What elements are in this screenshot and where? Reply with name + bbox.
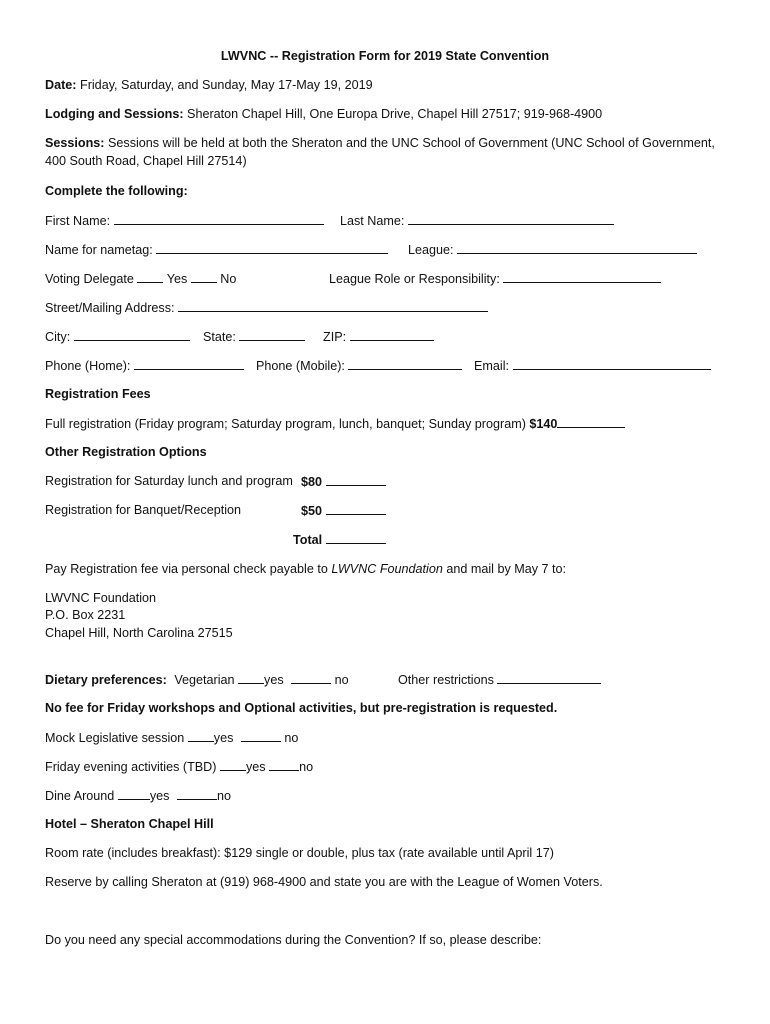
first-name-field[interactable] (45, 212, 324, 229)
nametag-label: Name for nametag: (45, 243, 153, 257)
nametag-input[interactable] (156, 241, 388, 254)
activity-yes-blank[interactable] (188, 729, 214, 742)
first-name-input[interactable] (114, 212, 324, 225)
email-field[interactable] (474, 357, 711, 374)
saturday-option-text: Registration for Saturday lunch and program (45, 474, 293, 488)
city-label: City: (45, 330, 71, 344)
lodging-value: Sheraton Chapel Hill, One Europa Drive, Chapel Hill 27517; 919-968-4900 (183, 107, 603, 121)
activity-yes-label: yes (149, 789, 170, 803)
activity-friday-evening[interactable] (45, 758, 313, 775)
activity-mock-legislative[interactable] (45, 729, 298, 746)
phone-home-label: Phone (Home): (45, 359, 131, 373)
other-restrictions-label: Other restrictions (398, 673, 494, 687)
banquet-option-text: Registration for Banquet/Reception (45, 503, 242, 517)
banquet-option-price-row[interactable] (301, 502, 386, 519)
activity-yes-label: yes (245, 760, 266, 774)
hotel-heading: Hotel – Sheraton Chapel Hill (45, 817, 214, 831)
last-name-field[interactable] (340, 212, 614, 229)
date-value: Friday, Saturday, and Sunday, May 17-May 19, 2019 (76, 78, 373, 92)
activity-dine-around[interactable] (45, 787, 231, 804)
league-role-label: League Role or Responsibility: (329, 272, 500, 286)
hotel-reserve: Reserve by calling Sheraton at (919) 968-4900 and state you are with the League of Women Voters. (45, 875, 603, 889)
banquet-option-price: $50 (301, 504, 323, 518)
league-field[interactable] (408, 241, 697, 258)
activity-yes-label: yes (213, 731, 234, 745)
activity-no-label: no (284, 731, 299, 745)
payment-payee: LWVNC Foundation (331, 562, 443, 576)
phone-mobile-input[interactable] (348, 357, 462, 370)
activity-no-label: no (299, 760, 314, 774)
voting-delegate-field[interactable] (45, 270, 236, 287)
lodging-label: Lodging and Sessions: (45, 107, 184, 121)
activity-yes-blank[interactable] (118, 787, 150, 800)
banquet-option-blank[interactable] (326, 502, 386, 515)
total-label: Total (293, 533, 323, 547)
zip-field[interactable] (323, 328, 434, 345)
no-fee-note: No fee for Friday workshops and Optional activities, but pre-registration is requested. (45, 701, 558, 715)
dietary-yes-label: yes (264, 673, 284, 687)
activity-label: Mock Legislative session (45, 731, 185, 745)
sessions-value: Sessions will be held at both the Sheraton and the UNC School of Government (UNC School of Government, (104, 136, 715, 150)
city-input[interactable] (74, 328, 190, 341)
first-name-label: First Name: (45, 214, 111, 228)
sessions-label: Sessions: (45, 136, 105, 150)
voting-yes-blank[interactable] (137, 270, 163, 283)
league-label: League: (408, 243, 454, 257)
state-label: State: (203, 330, 236, 344)
dietary-yes-blank[interactable] (238, 671, 264, 684)
address-line-1: LWVNC Foundation (45, 591, 157, 605)
activity-label: Friday evening activities (TBD) (45, 760, 217, 774)
voting-yes-label: Yes (166, 272, 188, 286)
saturday-option-blank[interactable] (326, 473, 386, 486)
full-registration-price: $140 (529, 417, 558, 431)
last-name-label: Last Name: (340, 214, 405, 228)
email-label: Email: (474, 359, 509, 373)
other-restrictions-input[interactable] (497, 671, 601, 684)
fees-heading: Registration Fees (45, 387, 151, 401)
complete-heading: Complete the following: (45, 184, 188, 198)
saturday-option-price-row[interactable] (301, 473, 386, 490)
dietary-no-label: no (334, 673, 349, 687)
street-label: Street/Mailing Address: (45, 301, 175, 315)
phone-home-input[interactable] (134, 357, 244, 370)
address-line-3: Chapel Hill, North Carolina 27515 (45, 626, 233, 640)
sessions-line (45, 135, 715, 151)
activity-no-blank[interactable] (241, 729, 281, 742)
full-registration-blank[interactable] (557, 415, 625, 428)
sessions-line-2: 400 South Road, Chapel Hill 27514) (45, 154, 247, 168)
phone-mobile-field[interactable] (256, 357, 462, 374)
full-registration-text: Full registration (Friday program; Saturday program, lunch, banquet; Sunday program) (45, 417, 530, 431)
form-title: LWVNC -- Registration Form for 2019 State Convention (220, 49, 550, 63)
address-line-2: P.O. Box 2231 (45, 608, 126, 622)
payment-instructions (45, 561, 566, 577)
accommodations-question: Do you need any special accommodations during the Convention? If so, please describe: (45, 933, 542, 947)
dietary-no-blank[interactable] (291, 671, 331, 684)
zip-input[interactable] (350, 328, 434, 341)
activity-label: Dine Around (45, 789, 115, 803)
city-field[interactable] (45, 328, 190, 345)
date-label: Date: (45, 78, 77, 92)
payment-text-after: and mail by May 7 to: (442, 562, 567, 576)
phone-home-field[interactable] (45, 357, 244, 374)
nametag-field[interactable] (45, 241, 388, 258)
email-input[interactable] (513, 357, 711, 370)
saturday-option-price: $80 (301, 475, 323, 489)
payment-text-before: Pay Registration fee via personal check payable to (45, 562, 332, 576)
street-input[interactable] (178, 299, 488, 312)
total-row[interactable] (293, 531, 386, 548)
hotel-room-rate: Room rate (includes breakfast): $129 single or double, plus tax (rate available until April 17) (45, 846, 554, 860)
total-blank[interactable] (326, 531, 386, 544)
full-registration-line[interactable] (45, 415, 625, 432)
state-input[interactable] (239, 328, 305, 341)
voting-no-label: No (220, 272, 237, 286)
other-options-heading: Other Registration Options (45, 445, 207, 459)
last-name-input[interactable] (408, 212, 614, 225)
dietary-vegetarian-label: Vegetarian (174, 673, 235, 687)
other-restrictions-field[interactable] (398, 671, 601, 688)
date-line (45, 77, 373, 93)
state-field[interactable] (203, 328, 305, 345)
league-input[interactable] (457, 241, 697, 254)
dietary-line[interactable] (45, 671, 349, 688)
voting-no-blank[interactable] (191, 270, 217, 283)
lodging-line (45, 106, 602, 122)
league-role-input[interactable] (503, 270, 661, 283)
activity-no-blank[interactable] (269, 758, 299, 771)
league-role-field[interactable] (329, 270, 661, 287)
zip-label: ZIP: (323, 330, 347, 344)
activity-no-blank[interactable] (177, 787, 217, 800)
street-field[interactable] (45, 299, 488, 316)
voting-delegate-label: Voting Delegate (45, 272, 134, 286)
phone-mobile-label: Phone (Mobile): (256, 359, 345, 373)
dietary-label: Dietary preferences: (45, 673, 167, 687)
activity-yes-blank[interactable] (220, 758, 246, 771)
activity-no-label: no (216, 789, 231, 803)
